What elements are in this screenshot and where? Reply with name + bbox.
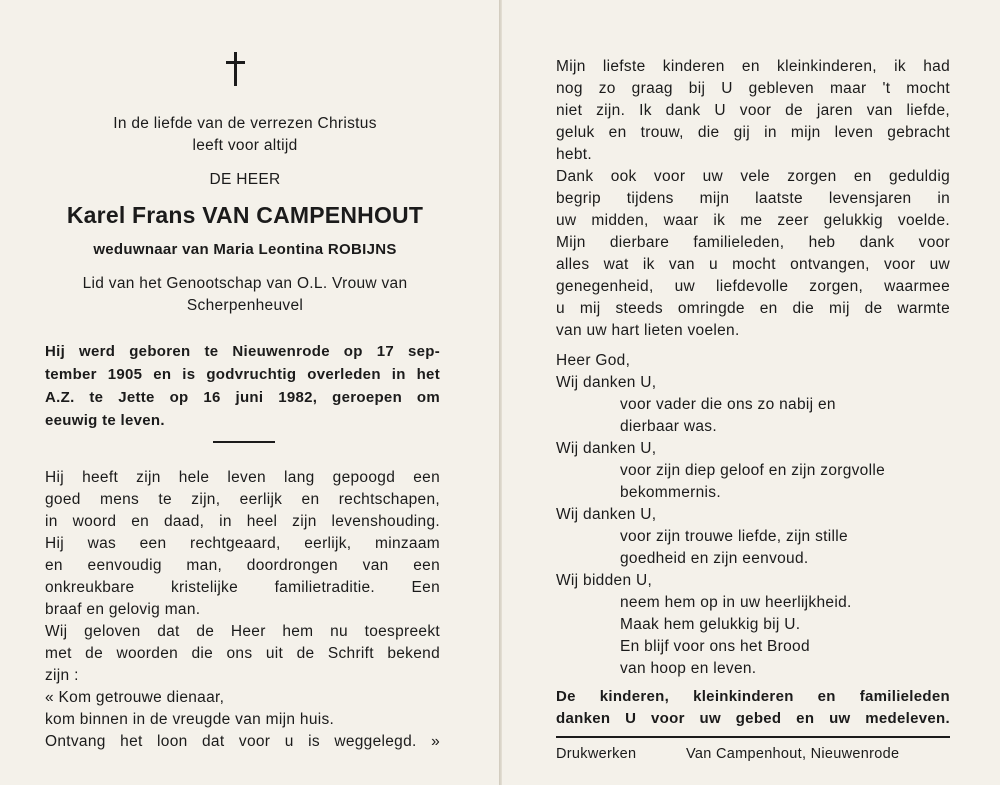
prayer-line: neem hem op in uw heerlijkheid. (620, 594, 852, 611)
intro-line-2: leeft voor altijd (192, 137, 298, 154)
message-line: alles wat ik van u mocht ontvangen, voor uw (556, 256, 950, 273)
footer-rule (556, 736, 950, 738)
spouse-line: weduwnaar van Maria Leontina ROBIJNS (93, 241, 397, 258)
thanks-line-2: danken U voor uw gebed en uw medeleven. (556, 710, 950, 727)
text-line: Wij geloven dat de Heer hem nu toespreekt (45, 623, 440, 640)
message-line: Mijn dierbare familieleden, heb dank voor (556, 234, 950, 251)
prayer-line: bekommernis. (620, 484, 721, 501)
left-page (0, 0, 499, 785)
text-line: in woord en daad, in heel zijn levenshouding. (45, 513, 440, 530)
prayer-line: Wij danken U, (556, 440, 657, 457)
prayer-line: Wij danken U, (556, 506, 657, 523)
text-line: met de woorden die ons uit de Schrift bekend (45, 645, 440, 662)
message-line: begrip tijdens mijn laatste levensjaren in (556, 190, 950, 207)
prayer-line: Wij danken U, (556, 374, 657, 391)
prayer-line: voor zijn diep geloof en zijn zorgvolle (620, 462, 886, 479)
message-line: uw midden, waar ik me zeer gelukkig voelde. (556, 212, 950, 229)
prayer-line: van hoop en leven. (620, 660, 757, 677)
text-line: braaf en gelovig man. (45, 601, 201, 618)
prayer-line: voor vader die ons zo nabij en (620, 396, 836, 413)
bio-line: A.Z. te Jette op 16 juni 1982, geroepen om (45, 389, 440, 406)
deceased-name: Karel Frans VAN CAMPENHOUT (66, 202, 424, 228)
prayer-line: En blijf voor ons het Brood (620, 638, 810, 655)
message-line: niet zijn. Ik dank U voor de jaren van liefde, (556, 102, 950, 119)
text-line: en eenvoudig man, doordrongen van een (45, 557, 440, 574)
message-line: Mijn liefste kinderen en kleinkinderen, ik had (556, 58, 950, 75)
membership-line-2: Scherpenheuvel (186, 297, 304, 314)
prayer-line: Wij bidden U, (556, 572, 653, 589)
message-line: geluk en trouw, die gij in mijn leven gebracht (556, 124, 950, 141)
message-line: Dank ook voor uw vele zorgen en geduldig (556, 168, 950, 185)
text-line: Hij heeft zijn hele leven lang gepoogd een (45, 469, 440, 486)
intro-line-1: In de liefde van de verrezen Christus (113, 115, 377, 132)
prayer-line: voor zijn trouwe liefde, zijn stille (620, 528, 848, 545)
printer-label: Drukwerken (556, 746, 637, 762)
bio-line: Hij werd geboren te Nieuwenrode op 17 sep- (45, 343, 440, 360)
prayer-line: Maak hem gelukkig bij U. (620, 616, 801, 633)
text-line: Hij was een rechtgeaard, eerlijk, minzaam (45, 535, 440, 552)
thanks-line-1: De kinderen, kleinkinderen en familieleden (556, 688, 950, 705)
cross-icon (224, 52, 248, 88)
divider (213, 441, 275, 443)
quote-line: Ontvang het loon dat voor u is weggelegd. » (45, 733, 440, 750)
prayer-line: Heer God, (556, 352, 631, 369)
membership-line-1: Lid van het Genootschap van O.L. Vrouw van (82, 275, 408, 292)
message-line: nog zo graag bij U gebleven maar 't mocht (556, 80, 950, 97)
bio-line: eeuwig te leven. (45, 412, 165, 429)
text-line: zijn : (45, 667, 79, 684)
message-line: hebt. (556, 146, 592, 163)
printer-name: Van Campenhout, Nieuwenrode (686, 746, 900, 762)
quote-line: « Kom getrouwe dienaar, (45, 689, 225, 706)
title: DE HEER (209, 171, 281, 188)
text-line: onkreukbare kristelijke familietraditie. Een (45, 579, 440, 596)
prayer-line: dierbaar was. (620, 418, 717, 435)
prayer-line: goedheid en zijn eenvoud. (620, 550, 809, 567)
bio-line: tember 1905 en is godvruchtig overleden in het (45, 366, 440, 383)
message-line: van uw hart lieten voelen. (556, 322, 740, 339)
quote-line: kom binnen in de vreugde van mijn huis. (45, 711, 335, 728)
message-line: u mij steeds omringde en die mij de warmte (556, 300, 950, 317)
right-page (502, 0, 1000, 785)
text-line: goed mens te zijn, eerlijk en rechtschapen, (45, 491, 440, 508)
message-line: genegenheid, uw liefdevolle zorgen, waarmee (556, 278, 950, 295)
